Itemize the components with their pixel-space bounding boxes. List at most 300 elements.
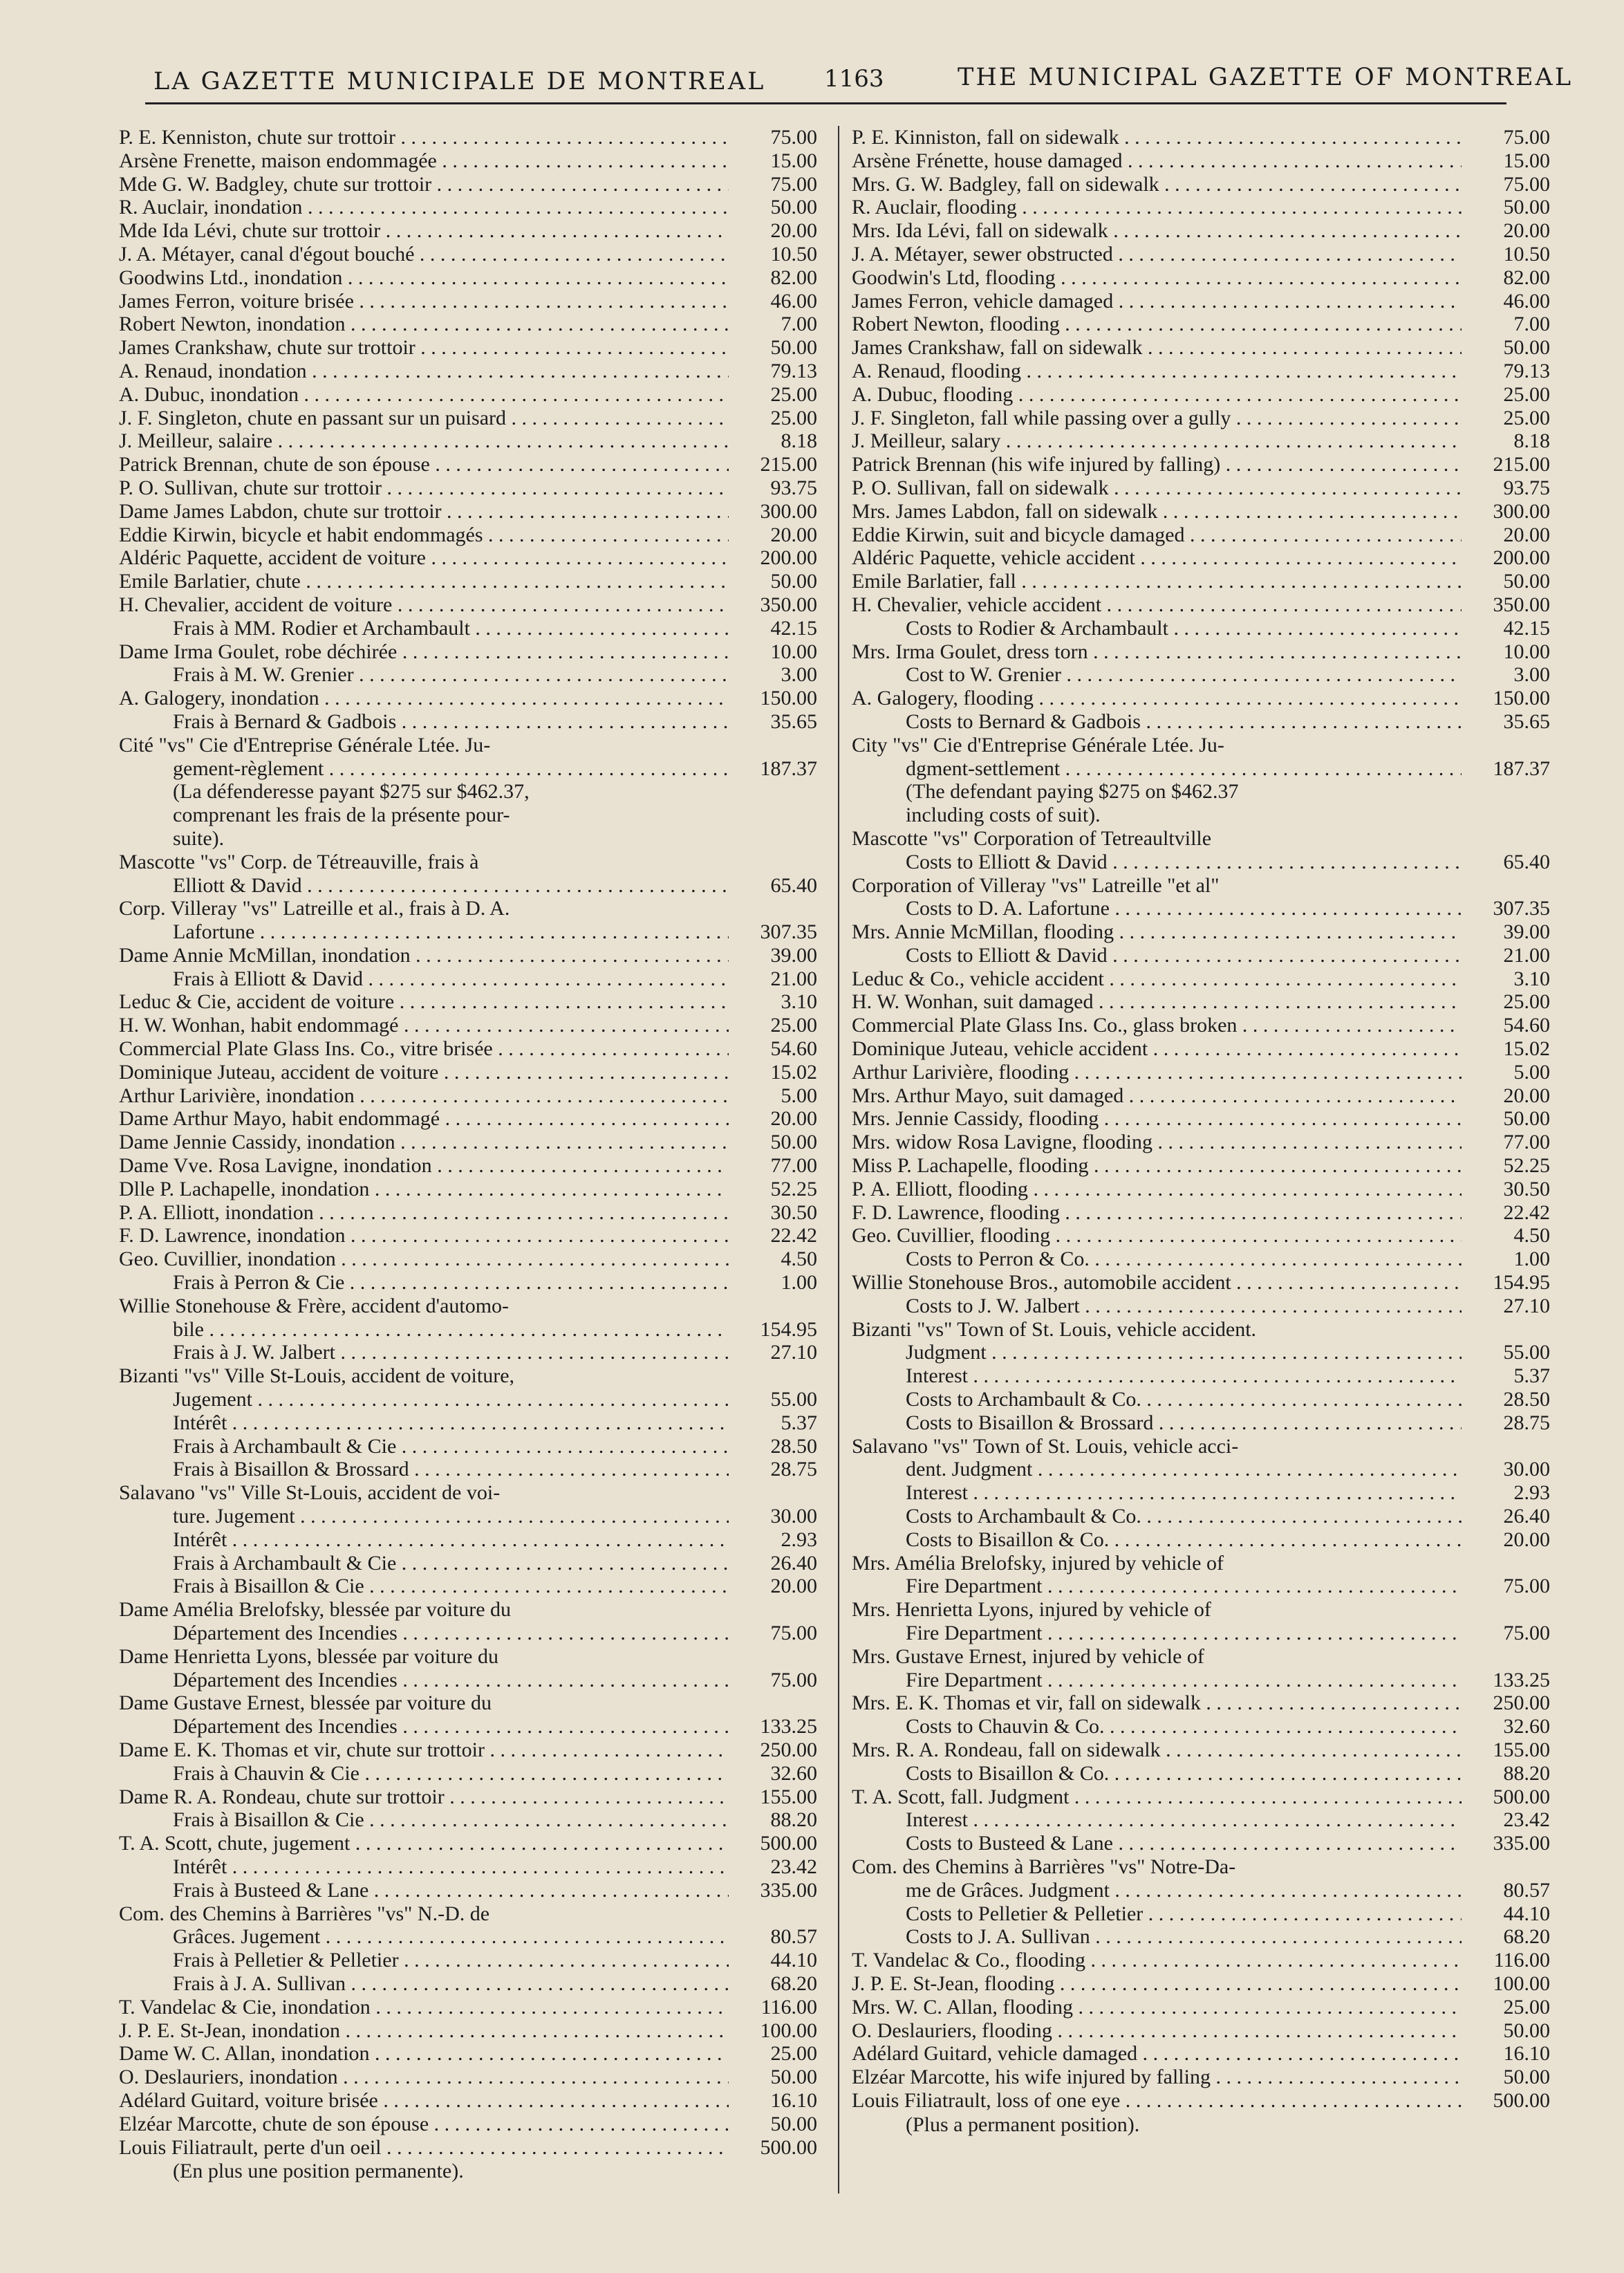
amount: 50.00 bbox=[1503, 1107, 1550, 1131]
amount: 75.00 bbox=[1503, 1622, 1550, 1644]
amount: 44.10 bbox=[1503, 1902, 1550, 1925]
entry-description: Frais à Pelletier & Pelletier . . . bbox=[119, 1949, 729, 1972]
list-item bbox=[119, 1411, 817, 1435]
entry-description: dent. Judgment . . . bbox=[852, 1458, 1462, 1481]
entry-description: Adélard Guitard, voiture brisée . . . bbox=[119, 2089, 729, 2113]
list-item bbox=[119, 1528, 817, 1552]
amount: 75.00 bbox=[770, 1668, 817, 1691]
list-item bbox=[119, 2042, 817, 2066]
list-item bbox=[852, 1738, 1550, 1762]
amount: 65.40 bbox=[770, 873, 817, 897]
list-item bbox=[119, 243, 817, 266]
list-item bbox=[852, 990, 1550, 1014]
list-item bbox=[852, 1691, 1550, 1715]
header-title-english: THE MUNICIPAL GAZETTE OF MONTREAL bbox=[958, 64, 1574, 91]
list-item: Département des Incendies . . . 75.00 bbox=[119, 1622, 817, 1645]
entry-description: Dame Irma Goulet, robe déchirée . . . bbox=[119, 640, 729, 664]
amount: 22.42 bbox=[1503, 1200, 1550, 1224]
amount: 21.00 bbox=[1503, 943, 1550, 967]
entry-description: Frais à Bisaillon & Cie . . . bbox=[119, 1808, 729, 1832]
list-item bbox=[119, 1879, 817, 1902]
amount: 42.15 bbox=[770, 616, 817, 640]
entry-description: Mrs. Ida Lévi, fall on sidewalk . . . bbox=[852, 219, 1462, 243]
english-city-case bbox=[852, 734, 1550, 827]
amount: 54.60 bbox=[1503, 1014, 1550, 1037]
list-item bbox=[852, 173, 1550, 196]
list-item bbox=[119, 173, 817, 196]
amount: 500.00 bbox=[1493, 2088, 1550, 2112]
list-item bbox=[119, 1388, 817, 1411]
list-item bbox=[852, 920, 1550, 944]
amount: 50.00 bbox=[1503, 196, 1550, 219]
amount: 35.65 bbox=[770, 709, 817, 733]
list-item bbox=[119, 1925, 817, 1949]
list-item bbox=[119, 546, 817, 570]
amount: 3.10 bbox=[1513, 967, 1550, 990]
list-item bbox=[119, 710, 817, 734]
list-item bbox=[852, 1224, 1550, 1247]
entry-description: Interest . . . bbox=[852, 1364, 1462, 1388]
list-item bbox=[119, 126, 817, 149]
entry-description: Robert Newton, inondation . . . bbox=[119, 313, 729, 336]
list-item bbox=[852, 476, 1550, 500]
amount: 350.00 bbox=[760, 593, 817, 616]
list-item: Dame Henrietta Lyons, blessée par voiture du bbox=[119, 1644, 498, 1668]
amount: 75.00 bbox=[770, 172, 817, 196]
entry-description: P. E. Kenniston, chute sur trottoir . . . bbox=[119, 126, 729, 149]
entry-description: H. Chevalier, vehicle accident . . . bbox=[852, 593, 1462, 617]
entry-description: J. P. E. St-Jean, flooding . . . bbox=[852, 1972, 1462, 1996]
amount: 10.50 bbox=[1503, 242, 1550, 266]
amount: 39.00 bbox=[1503, 920, 1550, 944]
amount: 155.00 bbox=[760, 1785, 817, 1808]
entry-description: J. P. E. St-Jean, inondation . . . bbox=[119, 2019, 729, 2043]
list-item: Corp. Villeray "vs" Latreille et al., frais à D. A. bbox=[119, 897, 510, 920]
entry-description: Emile Barlatier, chute . . . bbox=[119, 570, 729, 593]
amount: 50.00 bbox=[770, 570, 817, 593]
french-stonehouse-case bbox=[119, 1295, 817, 1342]
entry-description: Mrs. Irma Goulet, dress torn . . . bbox=[852, 640, 1462, 664]
entry-description: Louis Filiatrault, loss of one eye . . . bbox=[852, 2089, 1462, 2113]
list-item bbox=[852, 1084, 1550, 1108]
french-entries-block-3 bbox=[119, 1341, 817, 1364]
amount: 25.00 bbox=[1503, 1995, 1550, 2019]
entry-description: Frais à Perron & Cie . . . bbox=[119, 1271, 729, 1295]
amount: 50.00 bbox=[1503, 336, 1550, 360]
amount: 25.00 bbox=[770, 406, 817, 429]
entry-description: Costs to Chauvin & Co. . . . bbox=[852, 1715, 1462, 1738]
entry-description: A. Galogery, flooding . . . bbox=[852, 687, 1462, 710]
entry-description: Dame Jennie Cassidy, inondation . . . bbox=[119, 1131, 729, 1154]
list-item: Corporation of Villeray "vs" Latreille "et al" bbox=[852, 873, 1220, 897]
amount: 28.75 bbox=[1503, 1411, 1550, 1434]
french-bizanti-case bbox=[119, 1364, 817, 1481]
french-final-note: (En plus une position permanente). bbox=[173, 2160, 464, 2183]
english-column bbox=[852, 126, 1550, 2137]
entry-description: Frais à M. W. Grenier . . . bbox=[119, 663, 729, 687]
list-item bbox=[119, 687, 817, 710]
entry-description: Dame W. C. Allan, inondation . . . bbox=[119, 2042, 729, 2066]
entry-description: Dame James Labdon, chute sur trottoir . . . bbox=[119, 500, 729, 523]
entry-description: Costs to Perron & Co. . . . bbox=[852, 1247, 1462, 1271]
entry-description: J. F. Singleton, fall while passing over a gully . . . bbox=[852, 407, 1462, 430]
list-item bbox=[852, 570, 1550, 593]
list-item bbox=[119, 1271, 817, 1295]
french-chemins-case bbox=[119, 1902, 817, 1996]
amount: 30.50 bbox=[1503, 1177, 1550, 1200]
list-item bbox=[852, 360, 1550, 383]
list-item bbox=[119, 570, 817, 593]
entry-description: T. A. Scott, fall. Judgment . . . bbox=[852, 1785, 1462, 1809]
amount: 5.00 bbox=[1513, 1060, 1550, 1084]
list-item bbox=[852, 500, 1550, 523]
list-item: Fire Department . . . 75.00 bbox=[852, 1575, 1550, 1598]
amount: 7.00 bbox=[781, 313, 817, 336]
entry-description: Willie Stonehouse Bros., automobile accident . . . bbox=[852, 1271, 1462, 1295]
amount: 20.00 bbox=[770, 523, 817, 546]
list-item bbox=[119, 2113, 817, 2136]
list-item bbox=[119, 1949, 817, 1972]
list-item bbox=[119, 640, 817, 664]
entry-description: Mrs. Arthur Mayo, suit damaged . . . bbox=[852, 1084, 1462, 1108]
list-item bbox=[119, 1762, 817, 1785]
entry-description: Costs to Elliott & David . . . bbox=[852, 944, 1462, 967]
list-item bbox=[852, 1201, 1550, 1225]
entry-description: Intérêt . . . bbox=[119, 1528, 729, 1552]
entry-description: Goodwins Ltd., inondation . . . bbox=[119, 266, 729, 290]
entry-description: F. D. Lawrence, flooding . . . bbox=[852, 1201, 1462, 1225]
list-item bbox=[119, 313, 817, 336]
amount: 80.57 bbox=[1503, 1878, 1550, 1902]
amount: 25.00 bbox=[1503, 406, 1550, 429]
list-item bbox=[852, 2019, 1550, 2043]
list-item bbox=[119, 1575, 817, 1598]
list-item: Mrs. Henrietta Lyons, injured by vehicle of bbox=[852, 1598, 1211, 1622]
list-item bbox=[852, 1364, 1550, 1388]
entry-description: Louis Filiatrault, perte d'un oeil . . . bbox=[119, 2136, 729, 2160]
entry-description: H. W. Wonhan, habit endommagé . . . bbox=[119, 1014, 729, 1037]
list-item bbox=[852, 2042, 1550, 2066]
list-item bbox=[119, 453, 817, 476]
list-item bbox=[119, 1855, 817, 1879]
amount: 500.00 bbox=[760, 2135, 817, 2159]
list-item bbox=[852, 687, 1550, 710]
amount: 7.00 bbox=[1513, 313, 1550, 336]
amount: 2.93 bbox=[781, 1528, 817, 1551]
entry-description: H. W. Wonhan, suit damaged . . . bbox=[852, 990, 1462, 1014]
entry-description: Patrick Brennan (his wife injured by falling) . . . bbox=[852, 453, 1462, 476]
amount: 75.00 bbox=[1503, 126, 1550, 149]
amount: 21.00 bbox=[770, 967, 817, 990]
english-entries-block-1 bbox=[852, 126, 1550, 734]
entry-description: J. F. Singleton, chute en passant sur un puisard . . . bbox=[119, 407, 729, 430]
amount: 30.00 bbox=[1503, 1458, 1550, 1481]
note-line: (La défenderesse payant $275 sur $462.37, bbox=[173, 780, 530, 804]
amount: 155.00 bbox=[1493, 1738, 1550, 1761]
list-item bbox=[119, 1037, 817, 1061]
amount: 1.00 bbox=[1513, 1247, 1550, 1271]
list-item bbox=[852, 243, 1550, 266]
entry-description: Dame E. K. Thomas et vir, chute sur trottoir . . . bbox=[119, 1738, 729, 1762]
entry-description: Costs to Archambault & Co. . . . bbox=[852, 1388, 1462, 1411]
list-item bbox=[852, 1014, 1550, 1037]
amount: 20.00 bbox=[770, 219, 817, 243]
list-item bbox=[852, 336, 1550, 360]
entry-description: Jugement . . . bbox=[119, 1388, 729, 1411]
french-entries-block-5 bbox=[119, 1996, 817, 2160]
amount: 42.15 bbox=[1503, 616, 1550, 640]
list-item bbox=[119, 1178, 817, 1201]
entry-description: Arthur Larivière, inondation . . . bbox=[119, 1084, 729, 1108]
entry-description: Commercial Plate Glass Ins. Co., glass broken . . . bbox=[852, 1014, 1462, 1037]
amount: 116.00 bbox=[760, 1995, 817, 2019]
amount: 27.10 bbox=[770, 1341, 817, 1364]
entry-description: F. D. Lawrence, inondation . . . bbox=[119, 1224, 729, 1247]
amount: 32.60 bbox=[1503, 1715, 1550, 1738]
list-item: Mascotte "vs" Corporation of Tetreaultville bbox=[852, 826, 1212, 850]
entry-description: Frais à J. W. Jalbert . . . bbox=[119, 1341, 729, 1364]
list-item bbox=[119, 2019, 817, 2043]
amount: 75.00 bbox=[770, 126, 817, 149]
list-item bbox=[852, 1481, 1550, 1505]
amount: 3.00 bbox=[1513, 663, 1550, 687]
entry-description: Costs to Bernard & Gadbois . . . bbox=[852, 710, 1462, 734]
entry-description: Mrs. Jennie Cassidy, flooding . . . bbox=[852, 1107, 1462, 1131]
entry-description: Aldéric Paquette, accident de voiture . . . bbox=[119, 546, 729, 570]
english-villeray-case bbox=[852, 874, 1550, 921]
english-bizanti-case bbox=[852, 1318, 1550, 1435]
amount: 50.00 bbox=[1503, 2019, 1550, 2042]
list-item bbox=[852, 1808, 1550, 1832]
amount: 215.00 bbox=[1493, 453, 1550, 476]
list-item bbox=[119, 1084, 817, 1108]
list-item bbox=[119, 1131, 817, 1154]
list-item bbox=[852, 1949, 1550, 1972]
amount: 75.00 bbox=[770, 1622, 817, 1644]
list-item bbox=[852, 1131, 1550, 1154]
note-line: (The defendant paying $275 on $462.37 bbox=[906, 780, 1239, 804]
list-item bbox=[119, 1785, 817, 1809]
entry-description: Dame Arthur Mayo, habit endommagé . . . bbox=[119, 1107, 729, 1131]
amount: 100.00 bbox=[760, 2019, 817, 2042]
entry-description: Patrick Brennan, chute de son épouse . . . bbox=[119, 453, 729, 476]
entry-description: Mrs. W. C. Allan, flooding . . . bbox=[852, 1996, 1462, 2019]
list-item: Com. des Chemins à Barrières "vs" N.-D. de bbox=[119, 1902, 490, 1925]
amount: 116.00 bbox=[1493, 1949, 1550, 1972]
list-item bbox=[852, 126, 1550, 149]
list-item: Costs to Elliott & David . . . 65.40 bbox=[852, 851, 1550, 874]
list-item bbox=[119, 1154, 817, 1178]
entry-description: A. Galogery, inondation . . . bbox=[119, 687, 729, 710]
list-item: Fire Department . . . 75.00 bbox=[852, 1622, 1550, 1645]
amount: 68.20 bbox=[1503, 1925, 1550, 1949]
amount: 27.10 bbox=[1503, 1294, 1550, 1317]
list-item bbox=[852, 1715, 1550, 1738]
list-item bbox=[119, 523, 817, 547]
entry-description: Elzéar Marcotte, chute de son épouse . . . bbox=[119, 2113, 729, 2136]
amount: 88.20 bbox=[770, 1808, 817, 1832]
amount: 8.18 bbox=[1513, 429, 1550, 453]
amount: 50.00 bbox=[770, 1131, 817, 1154]
amount: 133.25 bbox=[760, 1715, 817, 1738]
list-item: Cité "vs" Cie d'Entreprise Générale Ltée. Ju- bbox=[119, 733, 491, 757]
english-chemins-case bbox=[852, 1855, 1550, 1949]
english-final-note: (Plus a permanent position). bbox=[906, 2113, 1140, 2136]
entry-description: Costs to Rodier & Archambault . . . bbox=[852, 617, 1462, 640]
entry-description: P. E. Kinniston, fall on sidewalk . . . bbox=[852, 126, 1462, 149]
entry-description: A. Dubuc, flooding . . . bbox=[852, 383, 1462, 407]
entry-description: J. A. Métayer, canal d'égout bouché . . . bbox=[119, 243, 729, 266]
entry-description: Aldéric Paquette, vehicle accident . . . bbox=[852, 546, 1462, 570]
list-item bbox=[852, 407, 1550, 430]
entry-description: James Ferron, vehicle damaged . . . bbox=[852, 290, 1462, 313]
amount: 1.00 bbox=[781, 1271, 817, 1295]
entry-description: Costs to Bisaillon & Co. . . . bbox=[852, 1762, 1462, 1785]
list-item bbox=[852, 640, 1550, 664]
entry-description: Mrs. R. A. Rondeau, fall on sidewalk . . . bbox=[852, 1738, 1462, 1762]
list-item bbox=[852, 149, 1550, 173]
amount: 77.00 bbox=[1503, 1131, 1550, 1154]
list-item bbox=[852, 219, 1550, 243]
amount: 55.00 bbox=[770, 1388, 817, 1411]
list-item bbox=[852, 1037, 1550, 1061]
entry-description: P. O. Sullivan, chute sur trottoir . . . bbox=[119, 476, 729, 500]
list-item bbox=[852, 1178, 1550, 1201]
entry-description: J. A. Métayer, sewer obstructed . . . bbox=[852, 243, 1462, 266]
header-rule bbox=[145, 102, 1506, 104]
entry-description: Dame R. A. Rondeau, chute sur trottoir . . . bbox=[119, 1785, 729, 1809]
list-item bbox=[119, 1247, 817, 1271]
entry-description: P. A. Elliott, flooding . . . bbox=[852, 1178, 1462, 1201]
entry-description: T. Vandelac & Cie, inondation . . . bbox=[119, 1996, 729, 2019]
entry-description: me de Grâces. Judgment . . . bbox=[852, 1879, 1462, 1902]
entry-description: Mrs. widow Rosa Lavigne, flooding . . . bbox=[852, 1131, 1462, 1154]
amount: 25.00 bbox=[770, 1014, 817, 1037]
amount: 100.00 bbox=[1493, 1972, 1550, 1995]
list-item: bile . . . 154.95 bbox=[119, 1318, 817, 1342]
list-item: Mrs. Amélia Brelofsky, injured by vehicle of bbox=[852, 1551, 1224, 1575]
list-item: dgment-settlement . . . 187.37 bbox=[852, 757, 1550, 781]
amount: 82.00 bbox=[1503, 266, 1550, 289]
amount: 300.00 bbox=[760, 499, 817, 523]
entry-description: Dominique Juteau, vehicle accident . . . bbox=[852, 1037, 1462, 1061]
entry-description: Frais à Chauvin & Cie . . . bbox=[119, 1762, 729, 1785]
amount: 335.00 bbox=[760, 1878, 817, 1902]
amount: 50.00 bbox=[770, 336, 817, 360]
entry-description: J. Meilleur, salary . . . bbox=[852, 429, 1462, 453]
amount: 500.00 bbox=[760, 1832, 817, 1855]
amount: 25.00 bbox=[1503, 382, 1550, 406]
list-item bbox=[119, 1224, 817, 1247]
amount: 46.00 bbox=[1503, 289, 1550, 313]
entry-description: Arsène Frenette, maison endommagée . . . bbox=[119, 149, 729, 173]
amount: 307.35 bbox=[1493, 897, 1550, 920]
amount: 20.00 bbox=[770, 1575, 817, 1598]
list-item: City "vs" Cie d'Entreprise Générale Ltée. Ju- bbox=[852, 733, 1224, 757]
entry-description: Interest . . . bbox=[852, 1481, 1462, 1505]
english-salavano-case bbox=[852, 1435, 1550, 1552]
list-item bbox=[119, 593, 817, 617]
amount: 300.00 bbox=[1493, 499, 1550, 523]
entry-description: T. A. Scott, chute, jugement . . . bbox=[119, 1832, 729, 1855]
entry-description: Geo. Cuvillier, flooding . . . bbox=[852, 1224, 1462, 1247]
amount: 79.13 bbox=[1503, 359, 1550, 382]
amount: 250.00 bbox=[1493, 1691, 1550, 1715]
list-item bbox=[852, 1528, 1550, 1552]
entry-description: A. Renaud, inondation . . . bbox=[119, 360, 729, 383]
amount: 32.60 bbox=[770, 1761, 817, 1785]
list-item: Costs to D. A. Lafortune . . . 307.35 bbox=[852, 897, 1550, 920]
amount: 4.50 bbox=[781, 1247, 817, 1271]
amount: 10.50 bbox=[770, 242, 817, 266]
entry-description: R. Auclair, inondation . . . bbox=[119, 196, 729, 219]
list-item bbox=[852, 290, 1550, 313]
list-item bbox=[119, 2089, 817, 2113]
list-item: Dame Gustave Ernest, blessée par voiture du bbox=[119, 1691, 492, 1715]
list-item: Fire Department . . . 133.25 bbox=[852, 1669, 1550, 1692]
amount: 150.00 bbox=[1493, 687, 1550, 710]
column-divider bbox=[838, 126, 839, 2193]
list-item bbox=[852, 1996, 1550, 2019]
amount: 55.00 bbox=[1503, 1341, 1550, 1364]
entry-description: Dame Vve. Rosa Lavigne, inondation . . . bbox=[119, 1154, 729, 1178]
entry-description: R. Auclair, flooding . . . bbox=[852, 196, 1462, 219]
list-item bbox=[119, 196, 817, 219]
list-item bbox=[852, 1271, 1550, 1295]
entry-description: H. Chevalier, accident de voiture . . . bbox=[119, 593, 729, 617]
entry-description: James Crankshaw, fall on sidewalk . . . bbox=[852, 336, 1462, 360]
list-item bbox=[852, 1341, 1550, 1364]
list-item bbox=[852, 593, 1550, 617]
entry-description: J. Meilleur, salaire . . . bbox=[119, 429, 729, 453]
list-item bbox=[852, 266, 1550, 290]
amount: 50.00 bbox=[770, 2066, 817, 2089]
list-item bbox=[852, 1411, 1550, 1435]
amount: 16.10 bbox=[1503, 2042, 1550, 2066]
entry-description: Frais à Elliott & David . . . bbox=[119, 967, 729, 991]
amount: 187.37 bbox=[1493, 757, 1550, 780]
list-item bbox=[119, 1738, 817, 1762]
list-item bbox=[852, 1972, 1550, 1996]
list-item: Salavano "vs" Town of St. Louis, vehicle acci- bbox=[852, 1434, 1239, 1458]
list-item bbox=[852, 1785, 1550, 1809]
amount: 154.95 bbox=[760, 1317, 817, 1341]
entry-description: Geo. Cuvillier, inondation . . . bbox=[119, 1247, 729, 1271]
entry-description: Costs to Pelletier & Pelletier . . . bbox=[852, 1902, 1462, 1926]
list-item bbox=[119, 219, 817, 243]
english-mascotte-case bbox=[852, 827, 1550, 874]
amount: 307.35 bbox=[760, 920, 817, 944]
amount: 15.00 bbox=[770, 149, 817, 172]
entry-description: Dlle P. Lachapelle, inondation . . . bbox=[119, 1178, 729, 1201]
entry-description: Costs to J. A. Sullivan . . . bbox=[852, 1925, 1462, 1949]
amount: 4.50 bbox=[1513, 1224, 1550, 1247]
entry-description: Mrs. James Labdon, fall on sidewalk . . . bbox=[852, 500, 1462, 523]
list-item: Département des Incendies . . . 133.25 bbox=[119, 1715, 817, 1738]
list-item: Salavano "vs" Ville St-Louis, accident de voi- bbox=[119, 1481, 501, 1505]
amount: 25.00 bbox=[770, 382, 817, 406]
entry-description: Arthur Larivière, flooding . . . bbox=[852, 1061, 1462, 1084]
list-item: Mrs. Gustave Ernest, injured by vehicle of bbox=[852, 1644, 1204, 1668]
amount: 215.00 bbox=[760, 453, 817, 476]
list-item bbox=[119, 2136, 817, 2160]
amount: 54.60 bbox=[770, 1037, 817, 1061]
list-item bbox=[852, 1061, 1550, 1084]
entry-description: Frais à Archambault & Cie . . . bbox=[119, 1552, 729, 1575]
entry-description: Judgment . . . bbox=[852, 1341, 1462, 1364]
amount: 10.00 bbox=[1503, 640, 1550, 663]
list-item: Com. des Chemins à Barrières "vs" Notre-Da- bbox=[852, 1855, 1236, 1878]
